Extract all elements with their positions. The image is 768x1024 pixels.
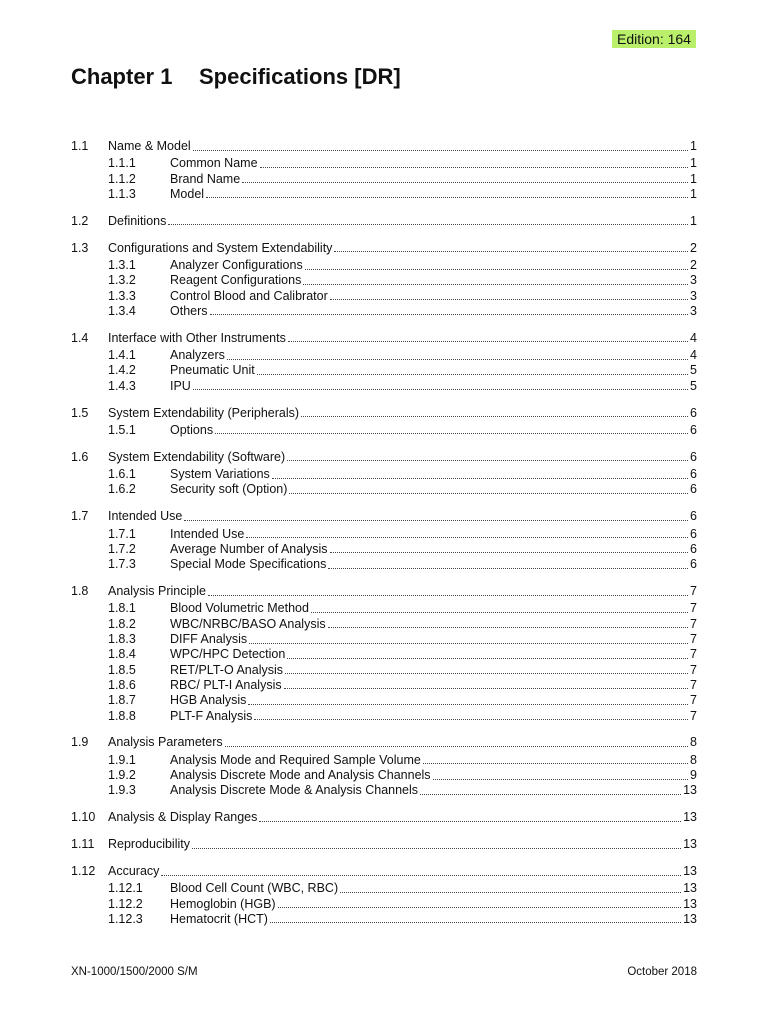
- toc-entry-number: 1.3.1: [108, 258, 136, 272]
- toc-entry-page: 13: [683, 881, 697, 896]
- toc-entry-leader: [108, 405, 697, 421]
- toc-subsection-entry[interactable]: [0, 526, 768, 542]
- toc-subsection-entry[interactable]: [0, 303, 768, 319]
- toc-dot-leader: [334, 239, 688, 252]
- toc-entry-number: 1.7.1: [108, 526, 136, 541]
- toc-entry-page: 4: [690, 348, 697, 363]
- toc-entry-title: Blood Cell Count (WBC, RBC): [170, 881, 339, 896]
- toc-entry-leader: [170, 526, 697, 542]
- toc-entry-title: Brand Name: [170, 171, 241, 186]
- toc-entry-page: 13: [683, 810, 697, 825]
- toc-subsection-entry[interactable]: [0, 378, 768, 394]
- toc-subsection-entry[interactable]: [0, 646, 768, 662]
- toc-dot-leader: [249, 631, 688, 644]
- toc-entry-page: 6: [690, 526, 697, 541]
- toc-entry-page: 7: [690, 601, 697, 616]
- toc-entry-number: 1.12: [71, 864, 96, 878]
- toc-dot-leader: [161, 863, 681, 876]
- toc-entry-leader: [170, 541, 697, 557]
- toc-entry-leader: [170, 288, 697, 304]
- toc-entry-title: Analyzers: [170, 348, 225, 363]
- toc-entry-page: 3: [690, 303, 697, 318]
- toc-entry-page: 6: [690, 449, 697, 464]
- toc-dot-leader: [278, 895, 682, 908]
- toc-entry-leader: [108, 449, 697, 465]
- toc-entry-page: 4: [690, 330, 697, 345]
- toc-entry-page: 7: [690, 677, 697, 692]
- toc-subsection-entry[interactable]: [0, 631, 768, 647]
- toc-entry-page: 7: [690, 632, 697, 646]
- toc-subsection-entry[interactable]: [0, 692, 768, 708]
- toc-dot-leader: [423, 751, 688, 764]
- toc-entry-title: Definitions: [108, 213, 167, 228]
- toc-entry-leader: [170, 752, 697, 768]
- toc-entry-number: 1.4: [71, 330, 89, 345]
- toc-subsection-entry[interactable]: [0, 767, 768, 783]
- toc-entry-number: 1.8.2: [108, 616, 136, 631]
- toc-dot-leader: [259, 809, 681, 822]
- toc-section-entry[interactable]: [0, 449, 768, 465]
- toc-dot-leader: [193, 138, 688, 151]
- toc-entry-number: 1.12.2: [108, 896, 143, 911]
- toc-entry-title: Analysis Parameters: [108, 735, 223, 750]
- toc-entry-title: RET/PLT-O Analysis: [170, 662, 283, 677]
- chapter-number: Chapter 1: [71, 64, 173, 89]
- toc-entry-number: 1.8.1: [108, 601, 136, 616]
- toc-subsection-entry[interactable]: [0, 616, 768, 632]
- toc-entry-number: 1.5: [71, 405, 89, 420]
- toc-dot-leader: [270, 910, 681, 923]
- toc-dot-leader: [420, 782, 681, 795]
- toc-entry-number: 1.9.1: [108, 752, 136, 767]
- toc-entry-title: DIFF Analysis: [170, 632, 248, 646]
- toc-entry-leader: [170, 466, 697, 482]
- toc-subsection-entry[interactable]: [0, 782, 768, 798]
- toc-dot-leader: [288, 329, 688, 342]
- toc-entry-title: Average Number of Analysis: [170, 541, 328, 556]
- toc-entry-page: 6: [690, 509, 697, 524]
- toc-entry-leader: [108, 734, 697, 750]
- toc-section-entry[interactable]: [0, 809, 768, 825]
- toc-section-entry[interactable]: [0, 863, 768, 879]
- toc-entry-number: 1.7.3: [108, 557, 136, 572]
- toc-entry-leader: [170, 481, 697, 497]
- toc-entry-page: 6: [690, 467, 697, 482]
- toc-subsection-entry[interactable]: [0, 272, 768, 288]
- toc-entry-title: Name & Model: [108, 139, 191, 153]
- toc-subsection-entry[interactable]: [0, 186, 768, 202]
- toc-entry-number: 1.6.2: [108, 482, 136, 497]
- toc-entry-number: 1.8.8: [108, 708, 136, 723]
- toc-entry-title: Accuracy: [108, 864, 160, 878]
- toc-entry-title: Analyzer Configurations: [170, 258, 303, 272]
- toc-entry-leader: [170, 880, 697, 896]
- toc-dot-leader: [206, 185, 688, 198]
- toc-entry-number: 1.8.3: [108, 632, 136, 646]
- toc-section-entry[interactable]: [0, 836, 768, 852]
- toc-entry-leader: [170, 616, 697, 632]
- toc-subsection-entry[interactable]: [0, 541, 768, 557]
- toc-entry-leader: [108, 213, 697, 229]
- toc-entry-page: 3: [690, 273, 697, 288]
- toc-entry-number: 1.4.3: [108, 378, 136, 393]
- toc-entry-number: 1.6: [71, 449, 89, 464]
- toc-entry-number: 1.3.4: [108, 303, 136, 318]
- toc-entry-title: Special Mode Specifications: [170, 557, 327, 572]
- toc-dot-leader: [215, 421, 688, 434]
- toc-entry-title: Common Name: [170, 156, 258, 171]
- toc-dot-leader: [287, 646, 688, 659]
- toc-entry-page: 9: [690, 768, 697, 782]
- toc-entry-number: 1.12.3: [108, 911, 143, 926]
- toc-dot-leader: [305, 257, 688, 270]
- toc-entry-number: 1.1: [71, 139, 89, 153]
- toc-subsection-entry[interactable]: [0, 556, 768, 572]
- toc-entry-title: Blood Volumetric Method: [170, 601, 309, 616]
- toc-entry-page: 1: [690, 156, 697, 171]
- toc-entry-number: 1.8.6: [108, 677, 136, 692]
- toc-entry-title: WBC/NRBC/BASO Analysis: [170, 616, 326, 631]
- toc-entry-title: Others: [170, 303, 208, 318]
- toc-entry-leader: [108, 508, 697, 524]
- toc-dot-leader: [254, 707, 688, 720]
- toc-section-entry[interactable]: [0, 240, 768, 256]
- toc-dot-leader: [260, 155, 689, 168]
- toc-dot-leader: [257, 362, 688, 375]
- toc-entry-page: 7: [690, 693, 697, 708]
- footer-model: XN-1000/1500/2000 S/M: [71, 966, 198, 978]
- toc-entry-leader: [170, 556, 697, 572]
- toc-subsection-entry[interactable]: [0, 155, 768, 171]
- toc-entry-leader: [170, 662, 697, 678]
- toc-entry-leader: [170, 347, 697, 363]
- toc-entry-number: 1.5.1: [108, 422, 136, 437]
- toc-entry-page: 8: [690, 752, 697, 767]
- toc-subsection-entry[interactable]: [0, 896, 768, 912]
- toc-entry-page: 6: [690, 482, 697, 497]
- toc-entry-leader: [108, 330, 697, 346]
- toc-dot-leader: [328, 615, 688, 628]
- toc-entry-number: 1.9.3: [108, 783, 136, 798]
- toc-dot-leader: [289, 481, 688, 494]
- toc-dot-leader: [210, 302, 689, 315]
- toc-dot-leader: [311, 600, 688, 613]
- toc-dot-leader: [208, 583, 688, 596]
- toc-entry-leader: [108, 809, 697, 825]
- toc-entry-title: Reagent Configurations: [170, 273, 302, 288]
- toc-dot-leader: [184, 508, 688, 521]
- toc-entry-title: Reproducibility: [108, 837, 190, 852]
- toc-entry-leader: [170, 186, 697, 202]
- toc-dot-leader: [242, 170, 688, 183]
- toc-entry-leader: [108, 240, 697, 256]
- toc-entry-title: System Variations: [170, 467, 270, 482]
- toc-dot-leader: [330, 540, 689, 553]
- toc-entry-title: Analysis Discrete Mode & Analysis Channels: [170, 783, 419, 798]
- toc-entry-leader: [170, 171, 697, 187]
- toc-entry-title: IPU: [170, 378, 191, 393]
- toc-entry-page: 1: [690, 171, 697, 186]
- toc-entry-title: Configurations and System Extendability: [108, 240, 333, 255]
- toc-entry-number: 1.10: [71, 810, 96, 825]
- chapter-title: Specifications [DR]: [199, 64, 401, 89]
- toc-subsection-entry[interactable]: [0, 347, 768, 363]
- toc-entry-number: 1.3: [71, 240, 89, 255]
- toc-entry-page: 7: [690, 647, 697, 662]
- toc-entry-number: 1.8: [71, 584, 89, 599]
- toc-entry-leader: [108, 138, 697, 154]
- toc-subsection-entry[interactable]: [0, 662, 768, 678]
- toc-entry-page: 13: [683, 783, 697, 798]
- footer-date: October 2018: [627, 966, 697, 978]
- toc-entry-number: 1.9: [71, 735, 89, 750]
- toc-dot-leader: [303, 272, 688, 285]
- toc-entry-title: Analysis Principle: [108, 584, 206, 599]
- toc-entry-page: 6: [690, 405, 697, 420]
- toc-dot-leader: [330, 287, 688, 300]
- chapter-heading: [71, 64, 401, 90]
- toc-entry-page: 6: [690, 541, 697, 556]
- toc-entry-leader: [170, 782, 697, 798]
- toc-subsection-entry[interactable]: [0, 708, 768, 724]
- toc-entry-leader: [170, 600, 697, 616]
- toc-entry-title: Analysis Mode and Required Sample Volume: [170, 752, 421, 767]
- toc-entry-page: 7: [690, 662, 697, 677]
- toc-entry-number: 1.9.2: [108, 768, 136, 782]
- toc-entry-page: 13: [683, 837, 697, 852]
- toc-dot-leader: [227, 347, 688, 360]
- toc-section-entry[interactable]: [0, 213, 768, 229]
- toc-dot-leader: [328, 556, 688, 569]
- toc-entry-title: Model: [170, 186, 205, 201]
- toc-entry-number: 1.1.2: [108, 171, 136, 186]
- toc-entry-title: Intended Use: [170, 526, 245, 541]
- toc-subsection-entry[interactable]: [0, 466, 768, 482]
- toc-entry-leader: [170, 362, 697, 378]
- toc-entry-page: 2: [690, 240, 697, 255]
- toc-section-entry[interactable]: [0, 508, 768, 524]
- toc-entry-title: PLT-F Analysis: [170, 708, 253, 723]
- toc-entry-page: 2: [690, 258, 697, 272]
- toc-entry-leader: [170, 646, 697, 662]
- toc-entry-page: 7: [690, 708, 697, 723]
- toc-subsection-entry[interactable]: [0, 171, 768, 187]
- toc-dot-leader: [272, 466, 688, 479]
- toc-entry-title: Analysis Discrete Mode and Analysis Channels: [170, 768, 431, 782]
- toc-dot-leader: [248, 692, 688, 705]
- toc-entry-page: 13: [683, 911, 697, 926]
- toc-entry-number: 1.3.2: [108, 273, 136, 288]
- toc-subsection-entry[interactable]: [0, 677, 768, 693]
- toc-entry-title: Interface with Other Instruments: [108, 330, 286, 345]
- toc-entry-title: Options: [170, 422, 214, 437]
- toc-entry-page: 13: [683, 864, 697, 878]
- toc-entry-page: 13: [683, 896, 697, 911]
- toc-dot-leader: [340, 880, 681, 893]
- toc-section-entry[interactable]: [0, 583, 768, 599]
- toc-entry-title: HGB Analysis: [170, 693, 247, 708]
- toc-entry-title: Security soft (Option): [170, 482, 288, 497]
- toc-entry-title: WPC/HPC Detection: [170, 647, 286, 662]
- toc-subsection-entry[interactable]: [0, 481, 768, 497]
- toc-entry-number: 1.7.2: [108, 541, 136, 556]
- toc-entry-number: 1.7: [71, 509, 89, 524]
- toc-entry-leader: [108, 583, 697, 599]
- toc-dot-leader: [301, 404, 688, 417]
- toc-entry-leader: [170, 708, 697, 724]
- toc-section-entry[interactable]: [0, 138, 768, 154]
- toc-entry-leader: [170, 692, 697, 708]
- toc-entry-page: 6: [690, 422, 697, 437]
- toc-entry-number: 1.8.4: [108, 647, 136, 662]
- toc-entry-leader: [108, 836, 697, 852]
- toc-entry-number: 1.8.5: [108, 662, 136, 677]
- toc-section-entry[interactable]: [0, 734, 768, 750]
- toc-subsection-entry[interactable]: [0, 880, 768, 896]
- toc-dot-leader: [433, 767, 689, 780]
- toc-entry-page: 7: [690, 584, 697, 599]
- toc-dot-leader: [284, 676, 688, 689]
- toc-entry-number: 1.11: [71, 837, 95, 852]
- toc-entry-title: Control Blood and Calibrator: [170, 288, 328, 303]
- toc-entry-title: Hematocrit (HCT): [170, 911, 268, 926]
- toc-entry-leader: [170, 422, 697, 438]
- toc-entry-number: 1.12.1: [108, 881, 143, 896]
- toc-subsection-entry[interactable]: [0, 752, 768, 768]
- toc-entry-leader: [108, 863, 697, 879]
- toc-entry-number: 1.3.3: [108, 288, 136, 303]
- toc-subsection-entry[interactable]: [0, 911, 768, 927]
- toc-entry-number: 1.1.3: [108, 186, 136, 201]
- toc-entry-number: 1.1.1: [108, 156, 136, 171]
- toc-subsection-entry[interactable]: [0, 257, 768, 273]
- toc-entry-page: 1: [690, 186, 697, 201]
- toc-entry-page: 7: [690, 616, 697, 631]
- toc-entry-page: 1: [690, 213, 697, 228]
- toc-entry-page: 5: [690, 363, 697, 378]
- toc-subsection-entry[interactable]: [0, 600, 768, 616]
- toc-entry-number: 1.6.1: [108, 467, 136, 482]
- toc-entry-leader: [170, 767, 697, 783]
- toc-dot-leader: [287, 448, 688, 461]
- toc-entry-title: RBC/ PLT-I Analysis: [170, 677, 282, 692]
- toc-entry-leader: [170, 631, 697, 647]
- toc-dot-leader: [285, 661, 688, 674]
- toc-dot-leader: [168, 212, 688, 225]
- toc-entry-leader: [170, 896, 697, 912]
- toc-entry-leader: [170, 303, 697, 319]
- toc-entry-page: 6: [690, 557, 697, 572]
- toc-entry-leader: [170, 272, 697, 288]
- toc-dot-leader: [192, 836, 681, 849]
- toc-entry-number: 1.2: [71, 213, 89, 228]
- toc-subsection-entry[interactable]: [0, 288, 768, 304]
- toc-entry-title: System Extendability (Software): [108, 449, 286, 464]
- toc-entry-leader: [170, 257, 697, 273]
- toc-entry-title: System Extendability (Peripherals): [108, 405, 300, 420]
- toc-entry-number: 1.8.7: [108, 693, 136, 708]
- toc-entry-page: 8: [690, 735, 697, 750]
- toc-section-entry[interactable]: [0, 405, 768, 421]
- toc-entry-page: 1: [690, 139, 697, 153]
- toc-entry-leader: [170, 155, 697, 171]
- toc-entry-leader: [170, 677, 697, 693]
- toc-entry-leader: [170, 378, 697, 394]
- toc-entry-number: 1.4.2: [108, 363, 136, 378]
- toc-entry-title: Analysis & Display Ranges: [108, 810, 258, 825]
- toc-dot-leader: [193, 377, 688, 390]
- toc-entry-page: 5: [690, 378, 697, 393]
- toc-entry-number: 1.4.1: [108, 348, 136, 363]
- toc-entry-title: Hemoglobin (HGB): [170, 896, 276, 911]
- toc-subsection-entry[interactable]: [0, 362, 768, 378]
- toc-subsection-entry[interactable]: [0, 422, 768, 438]
- toc-entry-title: Pneumatic Unit: [170, 363, 255, 378]
- toc-entry-leader: [170, 911, 697, 927]
- toc-entry-page: 3: [690, 288, 697, 303]
- toc-dot-leader: [225, 734, 688, 747]
- toc-section-entry[interactable]: [0, 330, 768, 346]
- toc-dot-leader: [246, 525, 688, 538]
- edition-label: Edition: 164: [612, 30, 696, 48]
- toc-entry-title: Intended Use: [108, 509, 183, 524]
